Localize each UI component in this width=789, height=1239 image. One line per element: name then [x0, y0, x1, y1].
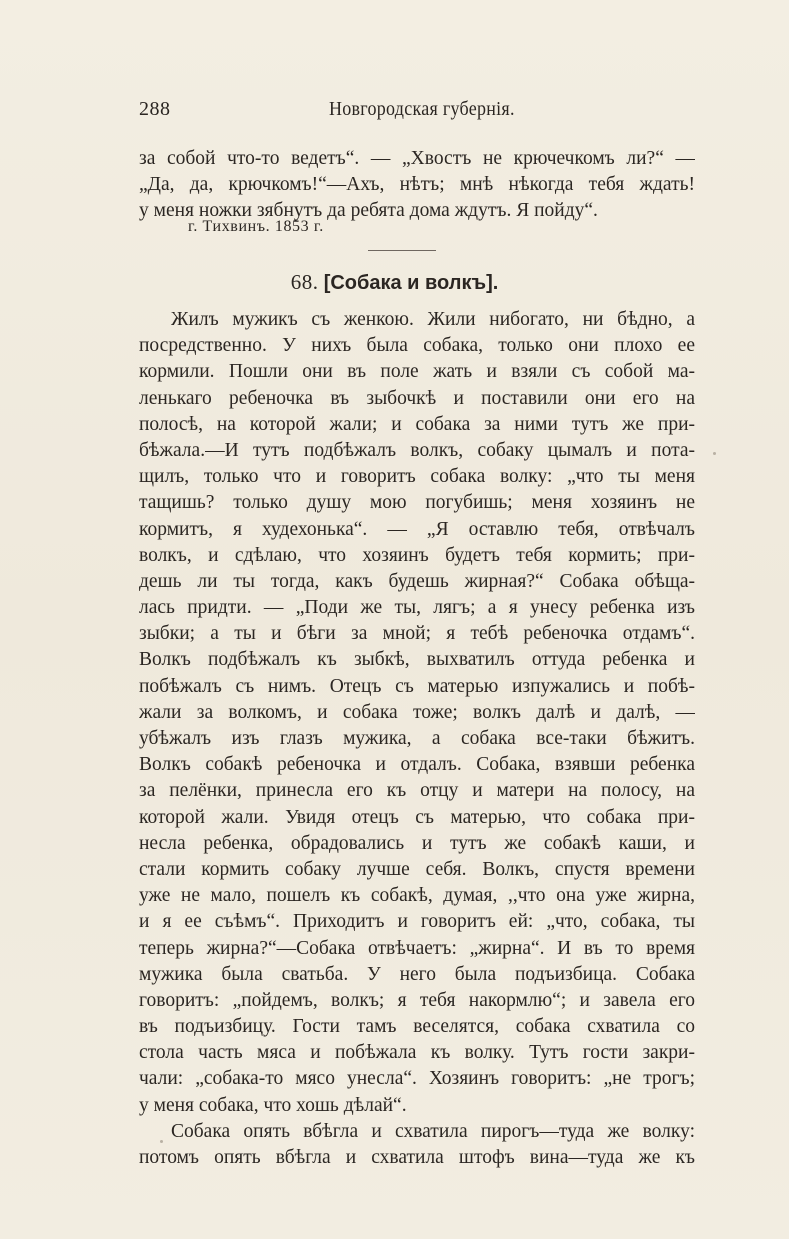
text-line: бѣжала.—И тутъ подбѣжалъ волкъ, собаку цымалъ и пота- [139, 439, 695, 461]
text-line: волкъ, и сдѣлаю, что хозяинъ будетъ тебя кормить; при- [139, 544, 695, 566]
intro-paragraph [139, 146, 695, 225]
text-line: дешь ли ты тогда, какъ будешь жирная?“ Собака обѣща- [139, 570, 695, 592]
text-line: несла ребенка, обрадовались и тутъ же собакѣ каши, и [139, 832, 695, 854]
text-line: Жилъ мужикъ съ женкою. Жили нибогато, ни бѣдно, а [171, 309, 695, 330]
text-line: кормитъ, я худехонька“. — „Я оставлю тебя, отвѣчалъ [139, 518, 695, 540]
text-line: побѣжалъ съ нимъ. Отецъ съ матерью изпужались и побѣ- [139, 675, 695, 697]
paper-speck [160, 1140, 163, 1143]
text-line: убѣжалъ изъ глазъ мужика, а собака все-таки бѣжитъ. [139, 728, 695, 749]
text-line: теперь жирна?“—Собака отвѣчаетъ: „жирна“. И въ то время [139, 937, 695, 959]
text-line: посредственно. У нихъ была собака, только они плохо ее [139, 335, 695, 357]
running-title: Новгородская губернія. [329, 98, 515, 120]
section-title: [Собака и волкъ]. [323, 272, 499, 294]
text-line: зыбки; а ты и бѣги за мной; я тебѣ ребеночка отдамъ“. [139, 623, 695, 645]
text-line: чали: „собака-то мясо унесла“. Хозяинъ говоритъ: „не трогъ; [139, 1068, 695, 1090]
text-line: тащишь? только душу мою погубишь; меня хозяинъ не [139, 492, 695, 514]
text-line: Волкъ подбѣжалъ къ зыбкѣ, выхватилъ оттуда ребенка и [139, 649, 695, 671]
text-line: у меня ножки зябнутъ да ребята дома ждутъ. Я пойду“. [139, 200, 598, 222]
text-line: щилъ, только что и говоритъ собака волку: „что ты меня [139, 466, 695, 488]
text-line: стола часть мяса и побѣжала къ волку. Тутъ гости закри- [139, 1042, 695, 1064]
text-line: жали за волкомъ, и собака тоже; волкъ далѣ и далѣ, — [139, 701, 695, 723]
text-line: мужика была сватьба. У него была подъизбица. Собака [139, 963, 695, 985]
place-date-signature: г. Тихвинъ. 1853 г. [188, 218, 324, 235]
text-line: стали кормить собаку лучше себя. Волкъ, спустя времени [139, 858, 695, 880]
text-line: и я ее съѣмъ“. Приходитъ и говоритъ ей: „что, собака, ты [139, 911, 695, 933]
text-line: у меня собака, что хошь дѣлай“. [139, 1094, 407, 1116]
page-number: 288 [139, 98, 171, 120]
text-line: „Да, да, крючкомъ!“—Ахъ, нѣтъ; мнѣ нѣкогда тебя ждать! [139, 174, 695, 196]
page-header [139, 98, 695, 124]
section-divider [368, 250, 436, 251]
text-line: уже не мало, пошелъ къ собакѣ, думая, ,,что она уже жирна, [139, 885, 695, 907]
text-line: говоритъ: „пойдемъ, волкъ; я тебя накормлю“; и завела его [139, 989, 695, 1011]
section-heading [0, 270, 789, 295]
story-body [139, 307, 695, 1171]
text-line: въ подъизбицу. Гости тамъ веселятся, собака схватила со [139, 1016, 695, 1038]
paper-speck [713, 452, 716, 455]
text-line: лась придти. — „Поди же ты, лягъ; а я унесу ребенка изъ [139, 597, 695, 619]
text-line: Волкъ собакѣ ребеночка и отдалъ. Собака, взявши ребенка [139, 754, 695, 776]
text-line: ленькаго ребеночка въ зыбочкѣ и поставили они его на [139, 387, 695, 409]
section-number: 68. [290, 270, 319, 294]
text-line: полосѣ, на которой жали; и собака за ними тутъ же при- [139, 413, 695, 435]
text-line: которой жали. Увидя отецъ съ матерью, что собака при- [139, 806, 695, 828]
text-line: Собака опять вбѣгла и схватила пирогъ—туда же волку: [171, 1120, 695, 1142]
text-line: кормили. Пошли они въ поле жать и взяли съ собой ма- [139, 361, 695, 383]
text-line: потомъ опять вбѣгла и схватила штофъ вина—туда же къ [139, 1147, 695, 1168]
text-line: за собой что-то ведетъ“. — „Хвостъ не крючечкомъ ли?“ — [139, 148, 695, 169]
text-line: за пелёнки, принесла его къ отцу и матери на полосу, на [139, 780, 695, 802]
